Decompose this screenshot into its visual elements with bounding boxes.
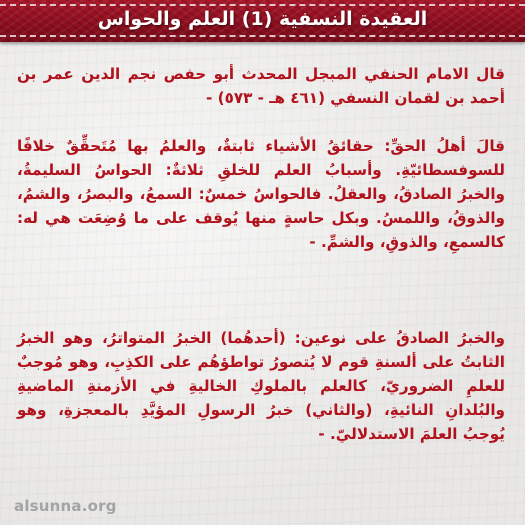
senses-paragraph: قالَ أهلُ الحقِّ: حقائقُ الأشياء ثابتةٌ، والعلمُ بها مُتَحقِّقٌ خلافًا للسوفسطائيّةِ. وأسبابُ العلم للخلقِ ثلاثةٌ: الحواسُ السليمةُ، والخبرُ الصادقُ، والعقلُ. فالحواسُ خمسٌ: السمعُ، والبصرُ، والشمُ، والذوقُ، واللمسُ. وبكل حاسةٍ منها يُوقف على ما وُضِعَت هي له: كالسمعِ، والذوقِ، والشمِّ. -	[17, 137, 505, 251]
site-watermark: alsunna.org	[14, 497, 117, 515]
intro-paragraph: قال الامام الحنفي المبجل المحدث أبو حفص نجم الدين عمر بن أحمد بن لقمان النسفي (٤٦١ هـ - ٥٧٣) -	[17, 65, 505, 107]
banner-stitch-bottom	[0, 35, 525, 37]
banner-stitch-top	[0, 4, 525, 6]
title-banner	[0, 0, 525, 42]
banner-title: العقيدة النسفية (1) العلم والحواس	[97, 8, 428, 30]
true-report-paragraph: والخبرُ الصادقُ على نوعين: (أحدهُما) الخبرُ المتواترُ، وهو الخبرُ الثابتُ على ألسنةِ قوم لا يُتصورُ تواطؤهُم على الكذِبِ، وهو مُوجبٌ للعلمِ الضروريّ، كالعلم بالملوكِ الخاليةِ في الأزمنةِ الماضيةِ والبُلدانِ النائيةِ، (والثاني) خبرُ الرسولِ المؤيَّدِ بالمعجزةِ، وهو يُوجبُ العلمَ الاستدلاليّ. -	[17, 329, 505, 443]
